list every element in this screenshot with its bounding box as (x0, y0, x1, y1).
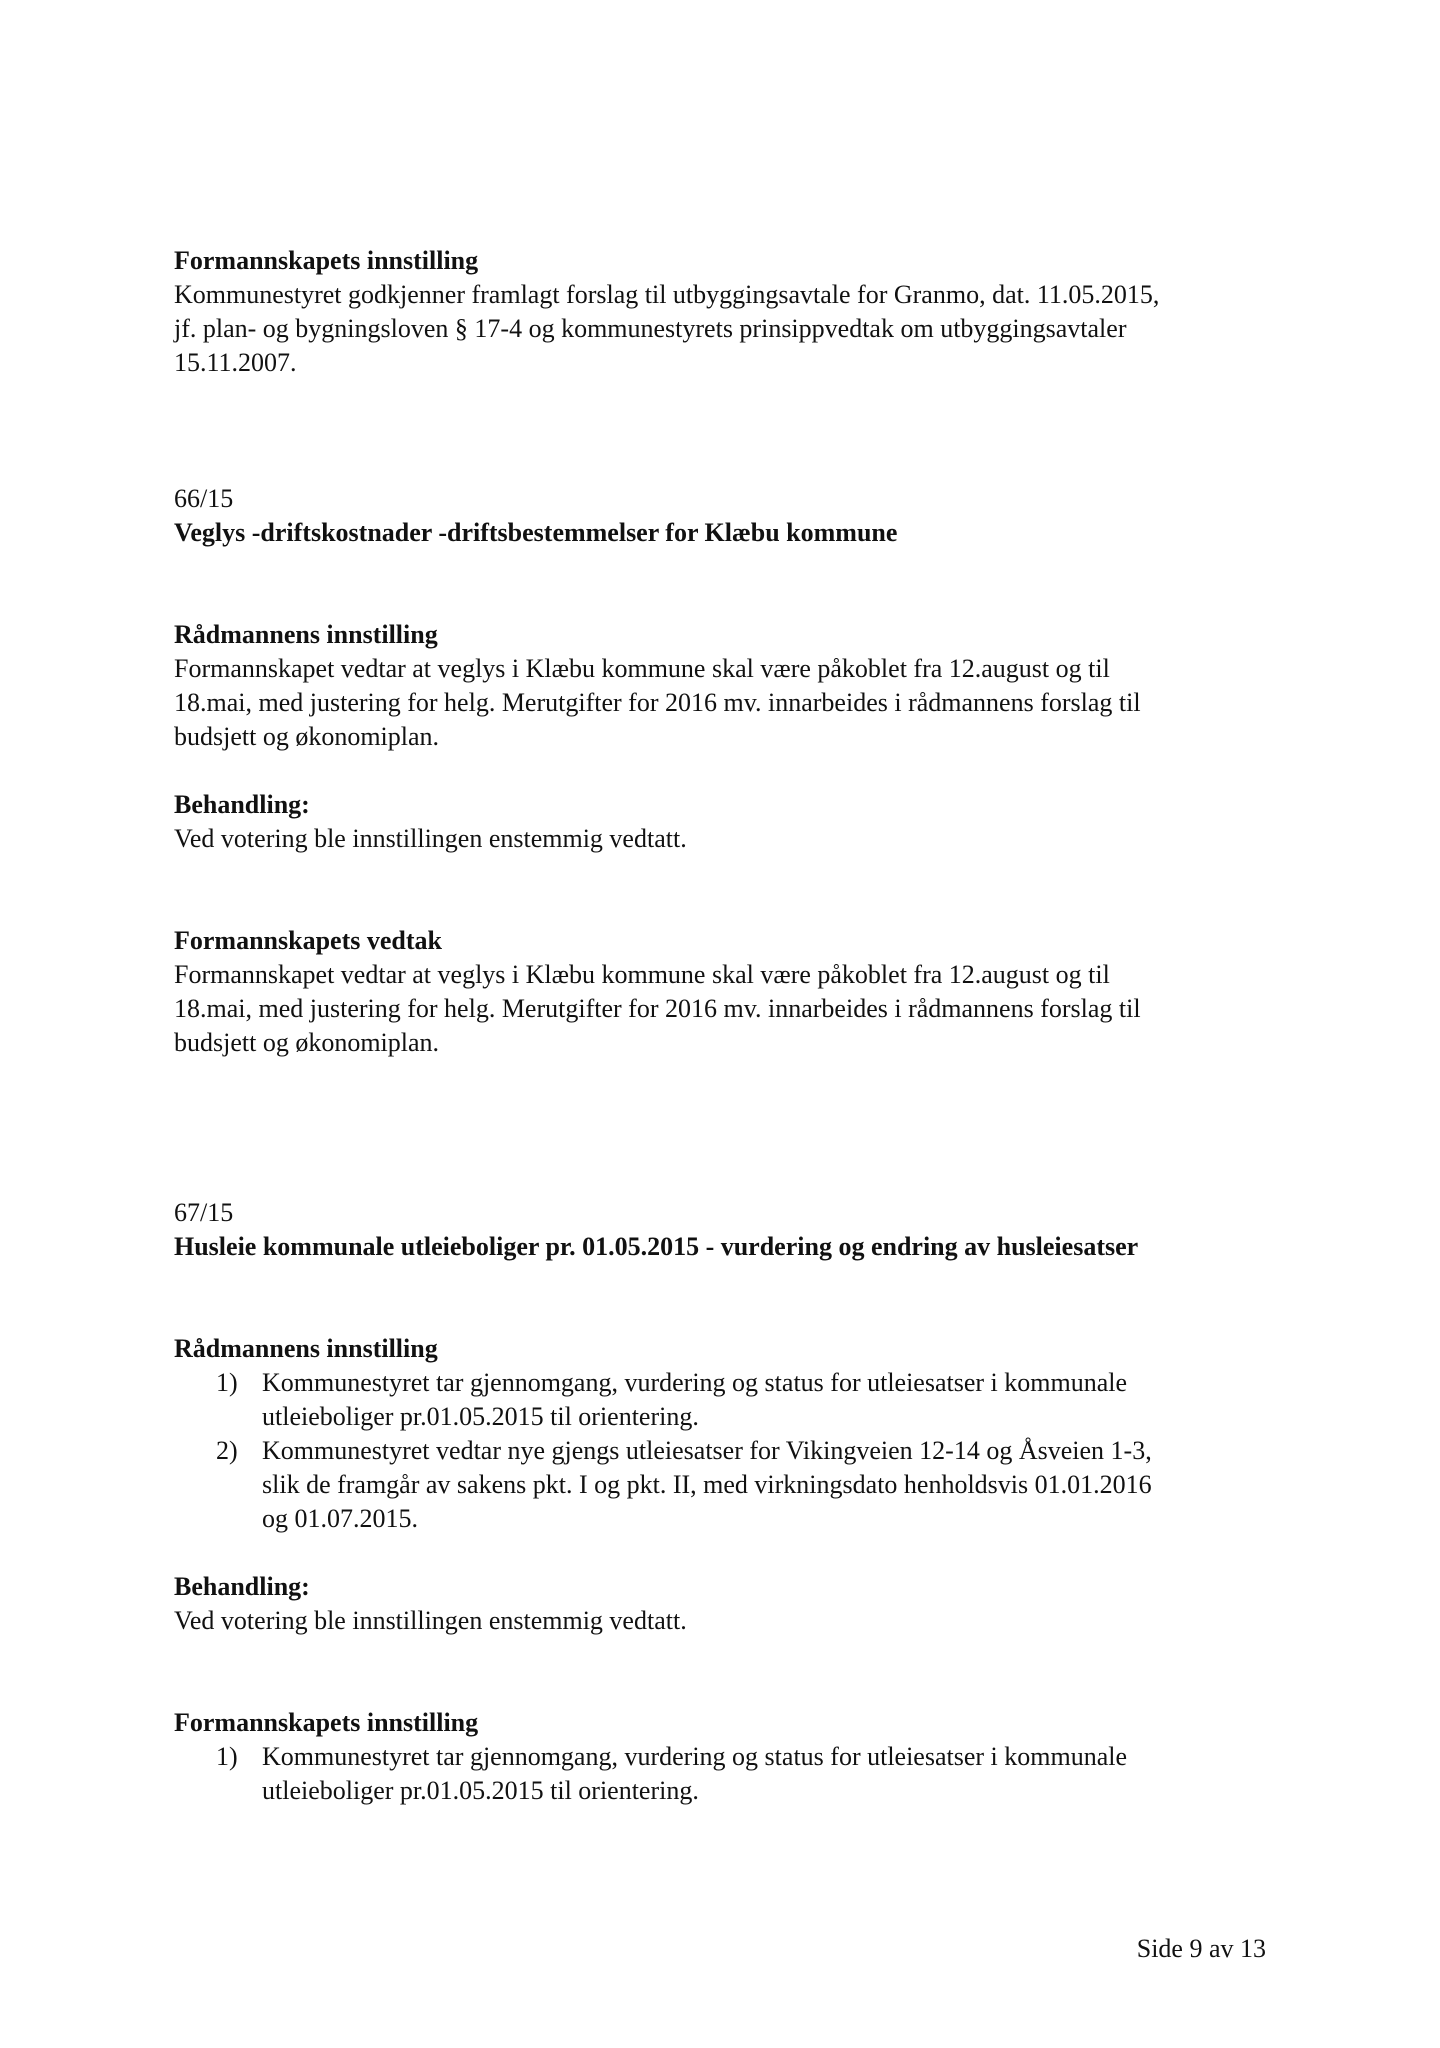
list-item-line: Kommunestyret tar gjennomgang, vurdering og status for utleiesatser i kommunale (262, 1742, 1128, 1771)
paragraph-line: Formannskapet vedtar at veglys i Klæbu kommune skal være påkoblet fra 12.august og til (174, 654, 1110, 683)
list-item (174, 1366, 1294, 1434)
spacer (174, 1638, 1294, 1706)
spacer (174, 856, 1294, 924)
paragraph-line: 18.mai, med justering for helg. Merutgifter for 2016 mv. innarbeides i rådmannens forslag til (174, 994, 1141, 1023)
list-marker: 1) (216, 1742, 238, 1771)
paragraph-line: budsjett og økonomiplan. (174, 1028, 440, 1057)
section-heading: Behandling: (174, 790, 310, 819)
spacer (174, 550, 1294, 618)
spacer (174, 1264, 1294, 1332)
spacer (174, 380, 1294, 482)
page-number: Side 9 av 13 (1136, 1934, 1266, 1963)
case-title: Veglys -driftskostnader -driftsbestemmelser for Klæbu kommune (174, 518, 898, 547)
list-item-line: og 01.07.2015. (262, 1504, 418, 1533)
section-heading: Formannskapets innstilling (174, 1708, 479, 1737)
list-marker: 2) (216, 1436, 238, 1465)
list-item-line: utleieboliger pr.01.05.2015 til orientering. (262, 1402, 699, 1431)
list-item (174, 1434, 1294, 1536)
section-heading: Formannskapets innstilling (174, 246, 479, 275)
list-item-line: utleieboliger pr.01.05.2015 til orientering. (262, 1776, 699, 1805)
numbered-list (174, 1366, 1294, 1536)
paragraph-line: Kommunestyret godkjenner framlagt forslag til utbyggingsavtale for Granmo, dat. 11.05.2015, (174, 280, 1160, 309)
section-heading: Rådmannens innstilling (174, 1334, 438, 1363)
list-item (174, 1740, 1294, 1808)
case-title: Husleie kommunale utleieboliger pr. 01.05.2015 - vurdering og endring av husleiesatser (174, 1232, 1139, 1261)
spacer (174, 754, 1294, 788)
paragraph-line: jf. plan- og bygningsloven § 17-4 og kommunestyrets prinsippvedtak om utbyggingsavtaler (174, 314, 1127, 343)
numbered-list (174, 1740, 1294, 1808)
list-marker: 1) (216, 1368, 238, 1397)
paragraph-line: 18.mai, med justering for helg. Merutgifter for 2016 mv. innarbeides i rådmannens forslag til (174, 688, 1141, 717)
spacer (174, 1060, 1294, 1196)
list-item-line: Kommunestyret vedtar nye gjengs utleiesatser for Vikingveien 12-14 og Åsveien 1-3, (262, 1436, 1152, 1465)
paragraph-line: Ved votering ble innstillingen enstemmig vedtatt. (174, 824, 687, 853)
page-content (174, 244, 1294, 1808)
list-item-line: Kommunestyret tar gjennomgang, vurdering og status for utleiesatser i kommunale (262, 1368, 1128, 1397)
list-item-line: slik de framgår av sakens pkt. I og pkt. II, med virkningsdato henholdsvis 01.01.2016 (262, 1470, 1152, 1499)
paragraph-line: Formannskapet vedtar at veglys i Klæbu kommune skal være påkoblet fra 12.august og til (174, 960, 1110, 989)
paragraph-line: Ved votering ble innstillingen enstemmig vedtatt. (174, 1606, 687, 1635)
paragraph-line: budsjett og økonomiplan. (174, 722, 440, 751)
section-heading: Behandling: (174, 1572, 310, 1601)
case-number: 66/15 (174, 484, 234, 513)
spacer (174, 1536, 1294, 1570)
section-heading: Formannskapets vedtak (174, 926, 442, 955)
paragraph-line: 15.11.2007. (174, 348, 297, 377)
section-heading: Rådmannens innstilling (174, 620, 438, 649)
case-number: 67/15 (174, 1198, 234, 1227)
